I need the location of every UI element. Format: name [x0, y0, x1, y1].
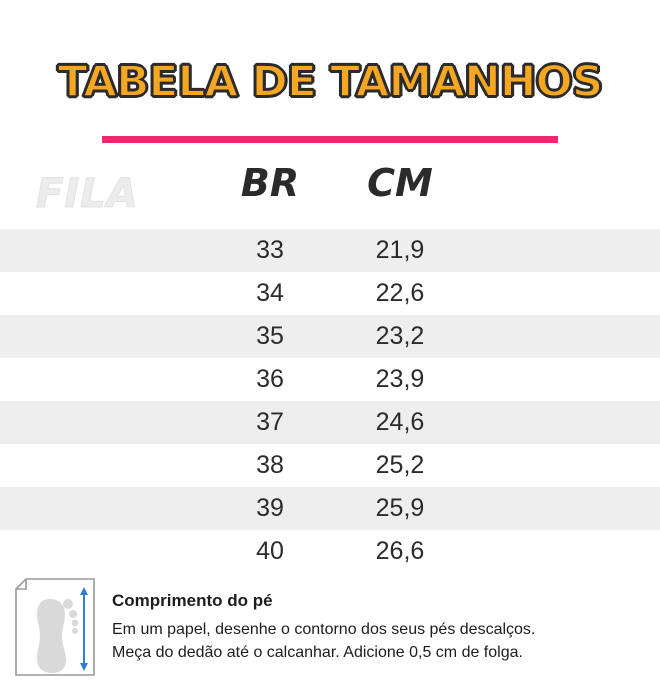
- table-row: [0, 358, 660, 401]
- table-row: [0, 401, 660, 444]
- row-tail: [470, 444, 660, 487]
- row-tail: [470, 315, 660, 358]
- cell-cm: 22,6: [375, 278, 425, 307]
- table-row: [0, 487, 660, 530]
- cell-cm: 23,9: [375, 364, 425, 393]
- row-spacer: [0, 401, 210, 444]
- cell-br: 38: [256, 450, 284, 479]
- row-spacer: [0, 272, 210, 315]
- size-table: [0, 229, 660, 573]
- row-spacer: [0, 315, 210, 358]
- table-row: [0, 229, 660, 272]
- cell-br: 36: [256, 364, 284, 393]
- cell-br: 35: [256, 321, 284, 350]
- row-spacer: [0, 487, 210, 530]
- row-spacer: [0, 444, 210, 487]
- row-spacer: [0, 358, 210, 401]
- cell-br: 40: [256, 536, 284, 565]
- cell-cm: 25,9: [375, 493, 425, 522]
- title-underline-divider: [102, 136, 558, 143]
- footer-instructions: [0, 563, 660, 689]
- cell-cm: 23,2: [375, 321, 425, 350]
- footer-text-block: [112, 591, 642, 664]
- cell-cm: 21,9: [375, 235, 425, 264]
- cell-cm: 25,2: [375, 450, 425, 479]
- cell-cm: 24,6: [375, 407, 425, 436]
- footer-line-2: Meça do dedão até o calcanhar. Adicione 0,5 cm de folga.: [112, 643, 523, 661]
- row-tail: [470, 229, 660, 272]
- row-tail: [470, 272, 660, 315]
- row-spacer: [0, 229, 210, 272]
- row-tail: [470, 401, 660, 444]
- cell-br: 39: [256, 493, 284, 522]
- cell-cm: 26,6: [375, 536, 425, 565]
- cell-br: 37: [256, 407, 284, 436]
- cell-br: 34: [256, 278, 284, 307]
- size-chart-page: [0, 29, 660, 689]
- page-title: TABELA DE TAMANHOS: [57, 56, 603, 107]
- table-row: [0, 315, 660, 358]
- row-tail: [470, 358, 660, 401]
- table-row: [0, 444, 660, 487]
- table-row: [0, 272, 660, 315]
- column-header-cm: CM: [367, 160, 433, 205]
- footer-line-1: Em um papel, desenhe o contorno dos seus pés descalços.: [112, 620, 536, 638]
- row-tail: [470, 487, 660, 530]
- footer-heading: Comprimento do pé: [112, 590, 273, 610]
- column-header-br: BR: [240, 160, 300, 205]
- table-header-row: [0, 161, 660, 225]
- foot-measure-icon: [12, 577, 98, 677]
- fila-logo: FILA: [36, 170, 139, 217]
- cell-br: 33: [256, 235, 284, 264]
